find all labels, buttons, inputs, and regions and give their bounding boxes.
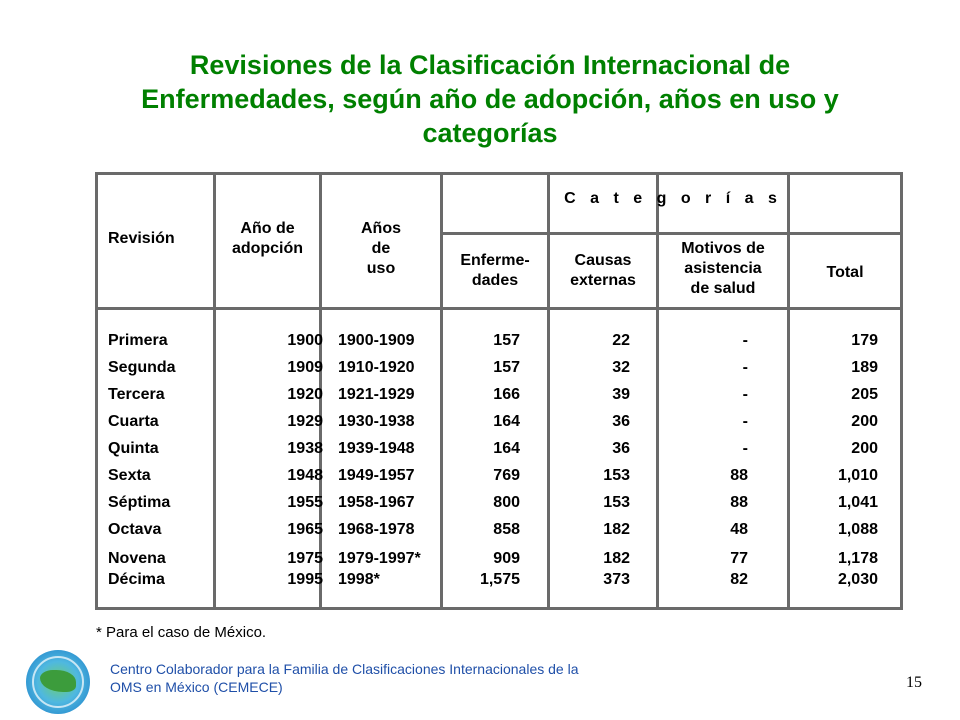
page-number: 15: [906, 674, 922, 691]
cell-year: 1938: [287, 440, 323, 457]
cell-causas: 36: [612, 440, 630, 457]
title-line-3: categorías: [422, 118, 558, 148]
header-revision: Revisión: [108, 230, 175, 247]
cell-enfermedades: 166: [493, 386, 520, 403]
cell-years-in-use: 1958-1967: [338, 494, 415, 511]
cell-years-in-use: 1910-1920: [338, 359, 415, 376]
footer-organization: [110, 660, 670, 696]
cell-motivos: -: [742, 440, 748, 457]
table-row: [98, 357, 900, 382]
cell-causas: 182: [603, 550, 630, 567]
title-line-1: Revisiones de la Clasificación Internacional de: [189, 50, 791, 80]
table-row: [98, 438, 900, 463]
cell-motivos: 77: [730, 550, 748, 567]
cell-years-in-use: 1968-1978: [338, 521, 415, 538]
header-mot-line-2: asistencia: [684, 260, 762, 277]
cell-revision: Novena: [108, 550, 166, 567]
cell-enfermedades: 157: [493, 359, 520, 376]
cell-years-in-use: 1930-1938: [338, 413, 415, 430]
cell-year: 1900: [287, 332, 323, 349]
cell-total: 205: [851, 386, 878, 403]
table-row: [98, 519, 900, 544]
header-body-divider: [98, 307, 900, 310]
header-year: [216, 219, 319, 259]
cell-causas: 153: [603, 494, 630, 511]
cell-motivos: 48: [730, 521, 748, 538]
header-mot-line-1: Motivos de: [681, 240, 765, 257]
cell-revision: Tercera: [108, 386, 165, 403]
cell-revision: Décima: [108, 571, 165, 588]
cell-enfermedades: 1,575: [479, 571, 520, 588]
header-enfermedades: [443, 251, 547, 291]
cell-revision: Cuarta: [108, 413, 159, 430]
cell-enfermedades: 164: [493, 413, 520, 430]
footnote: * Para el caso de México.: [96, 624, 267, 641]
cell-year: 1995: [287, 571, 323, 588]
cell-years-in-use: 1998*: [338, 571, 380, 588]
cell-total: 200: [851, 413, 878, 430]
cell-year: 1948: [287, 467, 323, 484]
cell-total: 200: [851, 440, 878, 457]
cell-motivos: -: [742, 359, 748, 376]
cell-enfermedades: 769: [493, 467, 520, 484]
cemece-logo-icon: [26, 650, 90, 714]
table-row: [98, 330, 900, 355]
cell-years-in-use: 1979-1997*: [338, 550, 421, 567]
header-year-line-1: Año de: [240, 220, 295, 237]
header-range-line-1: Años: [361, 220, 401, 237]
cell-causas: 153: [603, 467, 630, 484]
slide-title: [60, 48, 920, 150]
cell-years-in-use: 1900-1909: [338, 332, 415, 349]
cell-year: 1909: [287, 359, 323, 376]
cell-years-in-use: 1949-1957: [338, 467, 415, 484]
cell-causas: 36: [612, 413, 630, 430]
cell-year: 1920: [287, 386, 323, 403]
cell-causas: 39: [612, 386, 630, 403]
cell-enfermedades: 858: [493, 521, 520, 538]
cell-causas: 182: [603, 521, 630, 538]
table-row: [98, 411, 900, 436]
cell-total: 1,041: [837, 494, 878, 511]
cell-total: 179: [851, 332, 878, 349]
cell-year: 1955: [287, 494, 323, 511]
cell-revision: Primera: [108, 332, 168, 349]
cell-revision: Séptima: [108, 494, 171, 511]
header-categorias: C a t e g o r í a s: [564, 190, 782, 207]
header-enf-line-1: Enferme-: [460, 252, 530, 269]
cell-motivos: -: [742, 386, 748, 403]
header-motivos: [659, 239, 787, 299]
header-causas-externas: [550, 251, 656, 291]
footer-org-line-1: Centro Colaborador para la Familia de Clasificaciones Internacionales de la: [110, 661, 579, 677]
title-line-2: Enfermedades, según año de adopción, años en uso y: [141, 84, 839, 114]
cell-motivos: -: [742, 332, 748, 349]
header-mot-line-3: de salud: [690, 280, 756, 297]
cell-revision: Sexta: [108, 467, 151, 484]
cell-year: 1965: [287, 521, 323, 538]
cell-revision: Segunda: [108, 359, 176, 376]
cell-years-in-use: 1939-1948: [338, 440, 415, 457]
cell-total: 1,010: [837, 467, 878, 484]
header-year-line-2: adopción: [231, 240, 304, 257]
cell-enfermedades: 164: [493, 440, 520, 457]
cell-motivos: 88: [730, 467, 748, 484]
cell-causas: 22: [612, 332, 630, 349]
cell-motivos: 82: [730, 571, 748, 588]
cell-years-in-use: 1921-1929: [338, 386, 415, 403]
logo-ring: [32, 656, 84, 708]
header-total: Total: [826, 264, 864, 281]
table-row: [98, 384, 900, 409]
categories-header-divider: [443, 232, 900, 235]
cell-revision: Octava: [108, 521, 162, 538]
table-row: [98, 492, 900, 517]
cell-total: 1,178: [837, 550, 878, 567]
cell-total: 1,088: [837, 521, 878, 538]
cell-motivos: -: [742, 413, 748, 430]
cell-revision: Quinta: [108, 440, 159, 457]
cell-total: 2,030: [837, 571, 878, 588]
cell-enfermedades: 909: [493, 550, 520, 567]
header-cau-line-2: externas: [570, 272, 636, 289]
footer-org-line-2: OMS en México (CEMECE): [110, 679, 283, 695]
header-range-line-2: de: [371, 240, 391, 257]
cell-year: 1975: [287, 550, 323, 567]
cell-causas: 373: [603, 571, 630, 588]
header-cau-line-1: Causas: [574, 252, 632, 269]
table-row: [98, 465, 900, 490]
table-row: [98, 569, 900, 594]
cell-motivos: 88: [730, 494, 748, 511]
cell-causas: 32: [612, 359, 630, 376]
cell-year: 1929: [287, 413, 323, 430]
cell-enfermedades: 800: [493, 494, 520, 511]
header-range-line-3: uso: [366, 260, 396, 277]
header-years-in-use: [322, 219, 440, 279]
cell-enfermedades: 157: [493, 332, 520, 349]
icd-revisions-table: [95, 172, 903, 610]
cell-total: 189: [851, 359, 878, 376]
header-enf-line-2: dades: [471, 272, 519, 289]
